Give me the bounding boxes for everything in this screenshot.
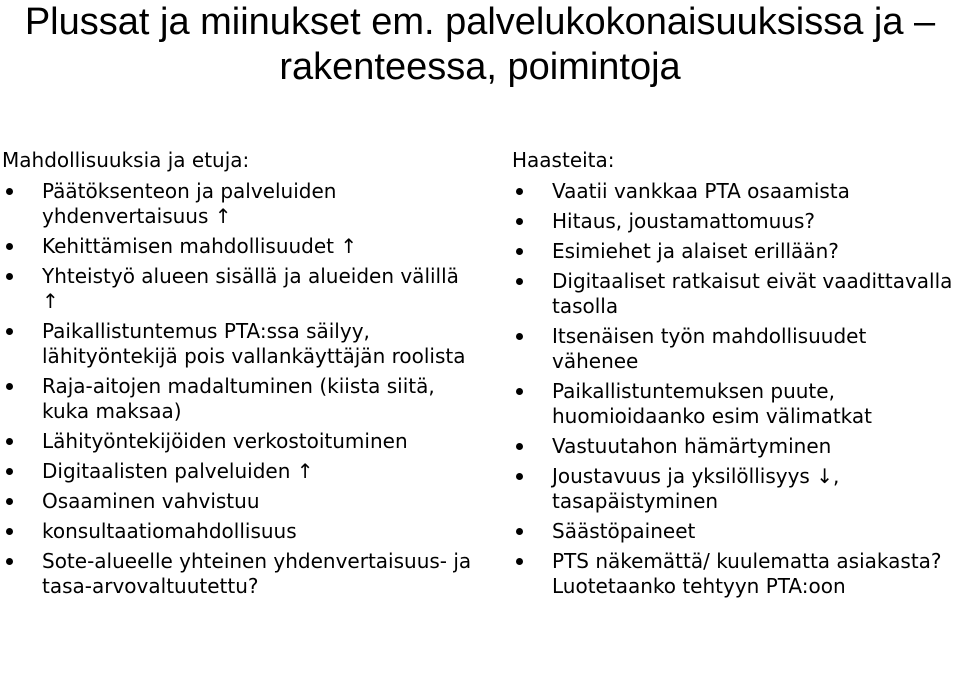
bullet-icon	[516, 388, 523, 395]
list-item: Lähityöntekijöiden verkostoituminen	[2, 429, 472, 454]
list-item: PTS näkemättä/ kuulematta asiakasta? Luotetaanko tehtyyn PTA:oon	[512, 549, 957, 599]
list-item: Digitaaliset ratkaisut eivät vaadittavalla tasolla	[512, 269, 957, 319]
list-item: Sote-alueelle yhteinen yhdenvertaisuus- ja tasa-arvovaltuutettu?	[2, 549, 472, 599]
list-item: konsultaatiomahdollisuus	[2, 519, 472, 544]
bullet-icon	[516, 218, 523, 225]
list-item: Kehittämisen mahdollisuudet ↑	[2, 234, 472, 259]
list-item: Hitaus, joustamattomuus?	[512, 209, 957, 234]
bullet-icon	[6, 438, 13, 445]
bullet-icon	[516, 248, 523, 255]
right-column-heading: Haasteita:	[512, 148, 615, 172]
list-item: Yhteistyö alueen sisällä ja alueiden välillä ↑	[2, 264, 472, 314]
left-column-heading: Mahdollisuuksia ja etuja:	[2, 148, 250, 172]
advantages-list	[2, 179, 472, 599]
challenges-list	[512, 179, 957, 599]
list-item: Itsenäisen työn mahdollisuudet vähenee	[512, 324, 957, 374]
bullet-icon	[6, 273, 13, 280]
left-column	[2, 148, 472, 604]
bullet-icon	[6, 243, 13, 250]
list-item: Raja-aitojen madaltuminen (kiista siitä, kuka maksaa)	[2, 374, 472, 424]
slide-title-line-1: Plussat ja miinukset em. palvelukokonaisuuksissa ja –	[24, 1, 936, 43]
list-item: Vaatii vankkaa PTA osaamista	[512, 179, 957, 204]
bullet-icon	[6, 328, 13, 335]
right-column	[512, 148, 957, 604]
bullet-icon	[516, 188, 523, 195]
bullet-icon	[6, 528, 13, 535]
list-item: Esimiehet ja alaiset erillään?	[512, 239, 957, 264]
bullet-icon	[516, 443, 523, 450]
slide-title	[0, 0, 960, 90]
list-item: Päätöksenteon ja palveluiden yhdenvertaisuus ↑	[2, 179, 472, 229]
bullet-icon	[6, 558, 13, 565]
list-item: Säästöpaineet	[512, 519, 957, 544]
bullet-icon	[6, 468, 13, 475]
slide-title-line-2: rakenteessa, poimintoja	[279, 46, 681, 88]
bullet-icon	[516, 558, 523, 565]
list-item: Digitaalisten palveluiden ↑	[2, 459, 472, 484]
list-item: Paikallistuntemuksen puute, huomioidaanko esim välimatkat	[512, 379, 957, 429]
bullet-icon	[6, 498, 13, 505]
list-item: Paikallistuntemus PTA:ssa säilyy, lähityöntekijä pois vallankäyttäjän roolista	[2, 319, 472, 369]
list-item: Osaaminen vahvistuu	[2, 489, 472, 514]
bullet-icon	[516, 333, 523, 340]
bullet-icon	[516, 473, 523, 480]
list-item: Vastuutahon hämärtyminen	[512, 434, 957, 459]
bullet-icon	[516, 278, 523, 285]
bullet-icon	[516, 528, 523, 535]
bullet-icon	[6, 383, 13, 390]
bullet-icon	[6, 188, 13, 195]
list-item: Joustavuus ja yksilöllisyys ↓, tasapäistyminen	[512, 464, 957, 514]
